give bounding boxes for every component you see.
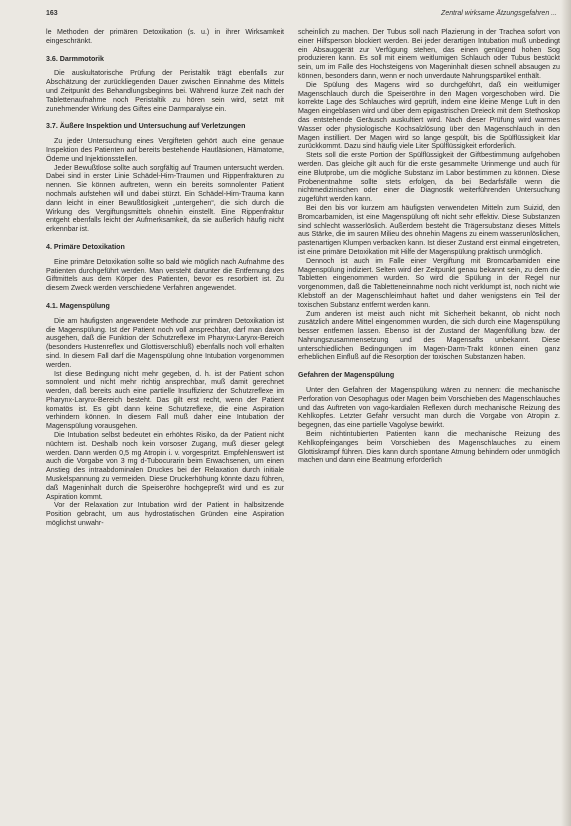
paragraph: Zu jeder Untersuchung eines Vergifteten gehört auch eine genaue Inspektion des Patienten auf bereits bestehende Hautläsionen, Hämatome, Ödeme und Injektionsstellen.: [46, 137, 284, 163]
section-heading: 3.7. Äußere Inspektion und Untersuchung auf Verletzungen: [46, 122, 246, 131]
section-heading: Gefahren der Magenspülung: [298, 371, 395, 380]
section-heading: 3.6. Darmmotorik: [46, 54, 104, 63]
section-heading: 4. Primäre Detoxikation: [46, 242, 125, 251]
paragraph: Zum anderen ist meist auch nicht mit Sicherheit bekannt, ob nicht noch zusätzlich andere Mittel eingenommen wurden, die sich durch eine Magenspülung besser entfernen lassen. Ebenso ist der Zustand der Magenfüllung bzw. der Nahrungszusammensetzung und des Magensafts unbekannt. Diese unterschiedlichen Bedingungen im Magen-Darm-Trakt können einen ganz erheblichen Einfluß auf die Resorption der toxischen Substanzen haben.: [298, 309, 560, 362]
paragraph: Jeder Bewußtlose sollte auch sorgfältig auf Traumen untersucht werden. Dabei sind in erster Linie Schädel-Hirn-Traumen und Rippenfrakturen zu nennen. Sie können auftreten, wenn ein bereits somnolenter Patient nochmals aufstehen will und dabei stürzt. Ein Schädel-Hirn-Trauma kann dann leicht in einer Bewußtlosigkeit „untergehen“, die sich durch die Wirkung des Vergiftungsmittels ohnehin einstellt. Eine Rippenfraktur entgeht ebenfalls leicht der Aufmerksamkeit, da sie außerlich häufig nicht erkennbar ist.: [46, 163, 284, 234]
paragraph: Die auskultatorische Prüfung der Peristaltik trägt ebenfalls zur Abschätzung der zurückliegenden Dauer zwischen Einnahme des Mittels und Zeitpunkt des Behandlungsbeginns bei. Während kurze Zeit nach der Tablettenaufnahme noch Peristaltik zu hören sein wird, setzt mit zunehmender Wirkung des Giftes eine Darmparalyse ein.: [46, 69, 284, 113]
paragraph: Ist diese Bedingung nicht mehr gegeben, d. h. ist der Patient schon somnolent und nicht mehr richtig ansprechbar, muß damit gerechnet werden, daß bereits auch eine partielle Insuffizienz der Schutzreflexe im Pharynx-Larynx-Bereich besteht. Das gilt erst recht, wenn der Patient komatös ist. Es gibt dann keine Schutzreflexe, die eine Aspiration verhindern können. In diesem Fall muß daher eine Intubation der Magenspülung vorausgehen.: [46, 369, 284, 431]
paragraph: Bei den bis vor kurzem am häufigsten verwendeten Mitteln zum Suizid, den Bromcarbamiden, ist eine Magenspülung oft nicht sehr effektiv. Diese Substanzen sind schlecht wasserlöslich. Außerdem besteht die Trägersubstanz dieses Mittels aus Stärke, die im sauren Milieu des ohnehin Magens zu einem wasserunlöslichen, pastenartigen Klumpen verbacken kann. Ist dieser Zustand erst einmal eingetreten, ist eine primäre Detoxikation mit Hilfe der Magenspülung praktisch unmöglich.: [298, 203, 560, 256]
running-title: Zentral wirksame Ätzungsgefahren ...: [441, 10, 557, 17]
paragraph: Unter den Gefahren der Magenspülung wären zu nennen: die mechanische Perforation von Oesophagus oder Magen beim Vorschieben des Magenschlauches und das Auftreten von vago-kardialen Reflexen durch mechanische Reizung des Kehlkopfes. Letzter Gefahr versucht man durch die Vorgabe von Atropin z. begegnen, das eine partielle Vagolyse bewirkt.: [298, 386, 560, 430]
page-number: 163: [46, 10, 58, 17]
paragraph: Stets soll die erste Portion der Spülflüssigkeit der Giftbestimmung aufgehoben werden. Das gleiche gilt auch für die erste gesammelte Urinmenge und auch für eine Blutprobe, um die mögliche Substanz im Labor bestimmen zu können. Diese Probenentnahme sollte stets erfolgen, da bei Bedarfsfälle wenn die nichtmedizinischen oder einer die Diagnostik weiterführenden Untersuchung zugeführt werden kann.: [298, 151, 560, 204]
paragraph: Beim nichtintubierten Patienten kann die mechanische Reizung des Kehlkopfeinganges beim Vorschieben des Magenschlauches zu einem Glottiskrampf führen. Dies kann durch spontane Atmung behindern oder unmöglich machen und dann eine Beatmung erforderlich: [298, 430, 560, 465]
section-heading: 4.1. Magenspülung: [46, 301, 110, 310]
paragraph: Dennoch ist auch im Falle einer Vergiftung mit Bromcarbamiden eine Magenspülung indiziert. Selten wird der Zeitpunkt genau bekannt sein, zu dem die Tabletten eingenommen wurden. So wird die Spülung in der Regel nur vorgenommen, daß die Tabletteneinnahme noch nicht verklumpt ist, noch nicht wie Klebstoff an der Magenschleimhaut haftet und daher wenigstens ein Teil der toxischen Substanz entfernt werden kann.: [298, 256, 560, 309]
right-column: [298, 28, 560, 818]
paragraph: Die Intubation selbst bedeutet ein erhöhtes Risiko, da der Patient nicht nüchtern ist. Deshalb noch kein vorsoser Zugang, muß dieser gelegt werden. Dann werden 0,5 mg Atropin i. v. vorgespritzt. Empfehlenswert ist auch die Vorgabe von 3 mg d-Tubocurarin beim Erwachsenen, um einen Anstieg des intraabdominalen Druckes bei der Relaxation durch initiale Muskelspannung zu vermeiden. Diese Druckerhöhung könnte dazu führen, daß Mageninhalt durch die Speiseröhre hochgepreßt wird und es zur Aspiration kommt.: [46, 431, 284, 501]
paragraph: Vor der Relaxation zur Intubation wird der Patient in halbsitzende Position gebracht, um aus hydrostatischen Gründen eine Aspiration möglichst unwahr-: [46, 501, 284, 528]
page-fold-shadow: [561, 0, 571, 826]
left-column: [46, 28, 284, 818]
page-header: [46, 8, 557, 22]
paragraph: Eine primäre Detoxikation sollte so bald wie möglich nach Aufnahme des Patienten durchgeführt werden. Man versteht darunter die Entfernung des Giftmittels aus dem Körper des Patienten, bevor es resorbiert ist. Zu diesem Zweck werden verschiedene Verfahren angewendet.: [46, 257, 284, 293]
paragraph: Die Spülung des Magens wird so durchgeführt, daß ein weitlumiger Magenschlauch durch die Speiseröhre in den Magen vorgeschoben wird. Die korrekte Lage des Schlauches wird geprüft, indem eine kleine Menge Luft in den Magen eingeblasen wird und über dem epigastrischen Dreieck mit dem Stethoskop das entstehende Geräusch auskultiert wird. Nach dieser Prüfung wird warmes Wasser oder physiologische Kochsalzlösung über den Magenschlauch in den Magen instilliert. Der Magen wird so lange gespült, bis die Spülflüssigkeit klar zurückkommt. Dazu sind häufig viele Liter Spülflüssigkeit erforderlich.: [298, 80, 560, 151]
paragraph: Die am häufigsten angewendete Methode zur primären Detoxikation ist die Magenspülung. Ist der Patient noch voll ansprechbar, darf man davon ausgehen, daß die Funktion der Schutzreflexe im Pharynx-Larynx-Bereich (besonders Hustenreflex und Glottisverschluß) ebenfalls noch voll erhalten sind. In diesem Fall darf die Magenspülung ohne Intubation vorgenommen werden.: [46, 316, 284, 369]
paragraph: le Methoden der primären Detoxikation (s. u.) in ihrer Wirksamkeit eingeschränkt.: [46, 28, 284, 45]
paragraph: scheinlich zu machen. Der Tubus soll nach Plazierung in der Trachea sofort von einer Hilfsperson blockiert werden. Bei jeder derartigen Intubation muß unbedingt ein Absauggerät zur Verfügung stehen, das einen genügend hohen Sog produzieren kann. Es soll mit einem weitlumigen Schlauch oder Tubus bestückt sein, um im Falle des Hochsteigens von Mageninhalt diesen schnell absaugen zu können, besonders dann, wenn er noch unverdaute Nahrungspartikel enthält.: [298, 28, 560, 80]
